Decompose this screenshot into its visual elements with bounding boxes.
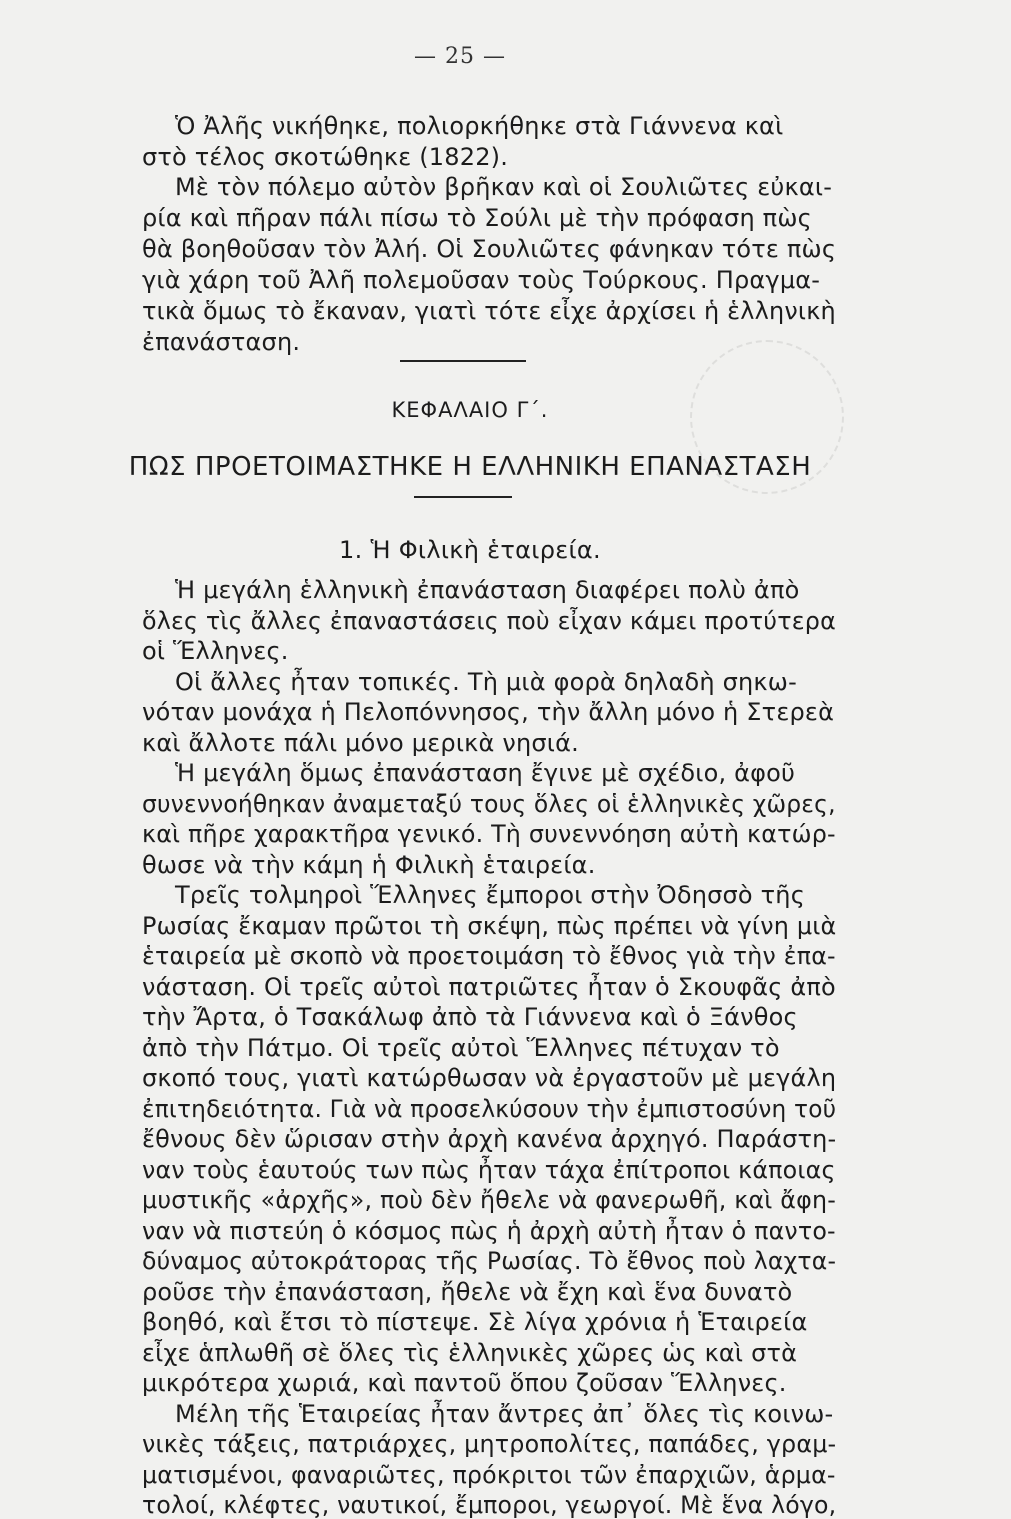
text-line: ροῦσε τὴν ἐπανάσταση, ἤθελε νὰ ἔχη καὶ ἕνα δυνατὸ — [142, 1278, 793, 1306]
divider-rule — [400, 360, 526, 362]
text-line: ἔθνους δὲν ὥρισαν στὴν ἀρχὴ κανένα ἀρχηγό. Παράστη- — [142, 1125, 837, 1153]
text-line: ναν τοὺς ἑαυτούς των πὼς ἦταν τάχα ἐπίτροποι κάποιας — [142, 1156, 836, 1184]
text-line: εἶχε ἁπλωθῆ σὲ ὅλες τὶς ἑλληνικὲς χῶρες ὡς καὶ στὰ — [142, 1339, 798, 1367]
text-line: στὸ τέλος σκοτώθηκε (1822). — [142, 143, 509, 171]
text-line: Ρωσίας ἔκαμαν πρῶτοι τὴ σκέψη, πὼς πρέπει νὰ γίνη μιὰ — [142, 912, 837, 940]
text-line: Τρεῖς τολμηροὶ Ἕλληνες ἔμποροι στὴν Ὀδησσὸ τῆς — [175, 881, 805, 909]
text-line: τικὰ ὅμως τὸ ἔκαναν, γιατὶ τότε εἶχε ἀρχίσει ἡ ἑλληνικὴ — [142, 297, 836, 325]
text-line: μικρότερα χωριά, καὶ παντοῦ ὅπου ζοῦσαν Ἕλληνες. — [142, 1369, 787, 1397]
text-line: σκοπό τους, γιατὶ κατώρθωσαν νὰ ἐργαστοῦν μὲ μεγάλη — [142, 1064, 837, 1092]
text-line: δύναμος αὐτοκράτορας τῆς Ρωσίας. Τὸ ἔθνος ποὺ λαχτα- — [142, 1247, 837, 1275]
text-line: γιὰ χάρη τοῦ Ἀλῆ πολεμοῦσαν τοὺς Τούρκους. Πραγμα- — [142, 266, 821, 294]
text-line: Μέλη τῆς Ἑταιρείας ἦταν ἄντρες ἀπ᾿ ὅλες τὶς κοινω- — [175, 1400, 834, 1428]
text-line: θωσε νὰ τὴν κάμη ἡ Φιλικὴ ἑταιρεία. — [142, 851, 596, 879]
text-line: ἐπανάσταση. — [142, 328, 301, 356]
divider-rule — [414, 496, 512, 498]
text-line: Ἡ μεγάλη ὅμως ἐπανάσταση ἔγινε μὲ σχέδιο, ἀφοῦ — [175, 759, 796, 787]
text-line: Μὲ τὸν πόλεμο αὐτὸν βρῆκαν καὶ οἱ Σουλιῶτες εὐκαι- — [175, 173, 833, 201]
text-line: ναν νὰ πιστεύη ὁ κόσμος πὼς ἡ ἀρχὴ αὐτὴ ἦταν ὁ παντο- — [142, 1217, 836, 1245]
text-line: ἀπὸ τὴν Πάτμο. Οἱ τρεῖς αὐτοὶ Ἕλληνες πέτυχαν τὸ — [142, 1034, 780, 1062]
text-line: οἱ Ἕλληνες. — [142, 637, 289, 665]
text-line: τολοί, κλέφτες, ναυτικοί, ἔμποροι, γεωργοί. Μὲ ἕνα λόγο, — [142, 1491, 837, 1519]
page-number: — 25 — — [414, 44, 506, 69]
text-line: καὶ πῆρε χαρακτῆρα γενικό. Τὴ συνεννόηση αὐτὴ κατώρ- — [142, 820, 836, 848]
text-line: νικὲς τάξεις, πατριάρχες, μητροπολίτες, παπάδες, γραμ- — [142, 1430, 837, 1458]
text-line: νόταν μονάχα ἡ Πελοπόννησος, τὴν ἄλλη μόνο ἡ Στερεὰ — [142, 698, 835, 726]
text-line: ὅλες τὶς ἄλλες ἐπαναστάσεις ποὺ εἶχαν κάμει προτύτερα — [142, 607, 836, 635]
text-line: μυστικῆς «ἀρχῆς», ποὺ δὲν ἤθελε νὰ φανερωθῆ, καὶ ἄφη- — [142, 1186, 837, 1214]
text-line: Οἱ ἄλλες ἦταν τοπικές. Τὴ μιὰ φορὰ δηλαδὴ σηκω- — [175, 668, 797, 696]
text-line: Ἡ μεγάλη ἑλληνικὴ ἐπανάσταση διαφέρει πολὺ ἀπὸ — [175, 576, 800, 604]
section-title: 1. Ἡ Φιλικὴ ἑταιρεία. — [339, 536, 601, 564]
text-line: ματισμένοι, φαναριῶτες, πρόκριτοι τῶν ἐπαρχιῶν, ἁρμα- — [142, 1461, 836, 1489]
text-line: ἑταιρεία μὲ σκοπὸ νὰ προετοιμάση τὸ ἔθνος γιὰ τὴν ἐπα- — [142, 942, 836, 970]
text-line: νάσταση. Οἱ τρεῖς αὐτοὶ πατριῶτες ἦταν ὁ Σκουφᾶς ἀπὸ — [142, 973, 836, 1001]
chapter-label: ΚΕΦΑΛΑΙΟ Γ΄. — [391, 398, 549, 422]
text-line: ἐπιτηδειότητα. Γιὰ νὰ προσελκύσουν τὴν ἐμπιστοσύνη τοῦ — [142, 1095, 837, 1123]
text-line: τὴν Ἄρτα, ὁ Τσακάλωφ ἀπὸ τὰ Γιάννενα καὶ ὁ Ξάνθος — [142, 1003, 798, 1031]
text-line: βοηθό, καὶ ἔτσι τὸ πίστεψε. Σὲ λίγα χρόνια ἡ Ἑταιρεία — [142, 1308, 808, 1336]
text-line: θὰ βοηθοῦσαν τὸν Ἀλή. Οἱ Σουλιῶτες φάνηκαν τότε πὼς — [142, 235, 837, 263]
text-line: ρία καὶ πῆραν πάλι πίσω τὸ Σούλι μὲ τὴν πρόφαση πὼς — [142, 204, 812, 232]
chapter-title: ΠΩΣ ΠΡΟΕΤΟΙΜΑΣΤΗΚΕ Η ΕΛΛΗΝΙΚΗ ΕΠΑΝΑΣΤΑΣΗ — [128, 452, 812, 482]
text-line: καὶ ἄλλοτε πάλι μόνο μερικὰ νησιά. — [142, 729, 579, 757]
text-line: συνεννοήθηκαν ἀναμεταξύ τους ὅλες οἱ ἑλληνικὲς χῶρες, — [142, 790, 836, 818]
text-line: Ὁ Ἀλῆς νικήθηκε, πολιορκήθηκε στὰ Γιάννενα καὶ — [175, 112, 784, 140]
